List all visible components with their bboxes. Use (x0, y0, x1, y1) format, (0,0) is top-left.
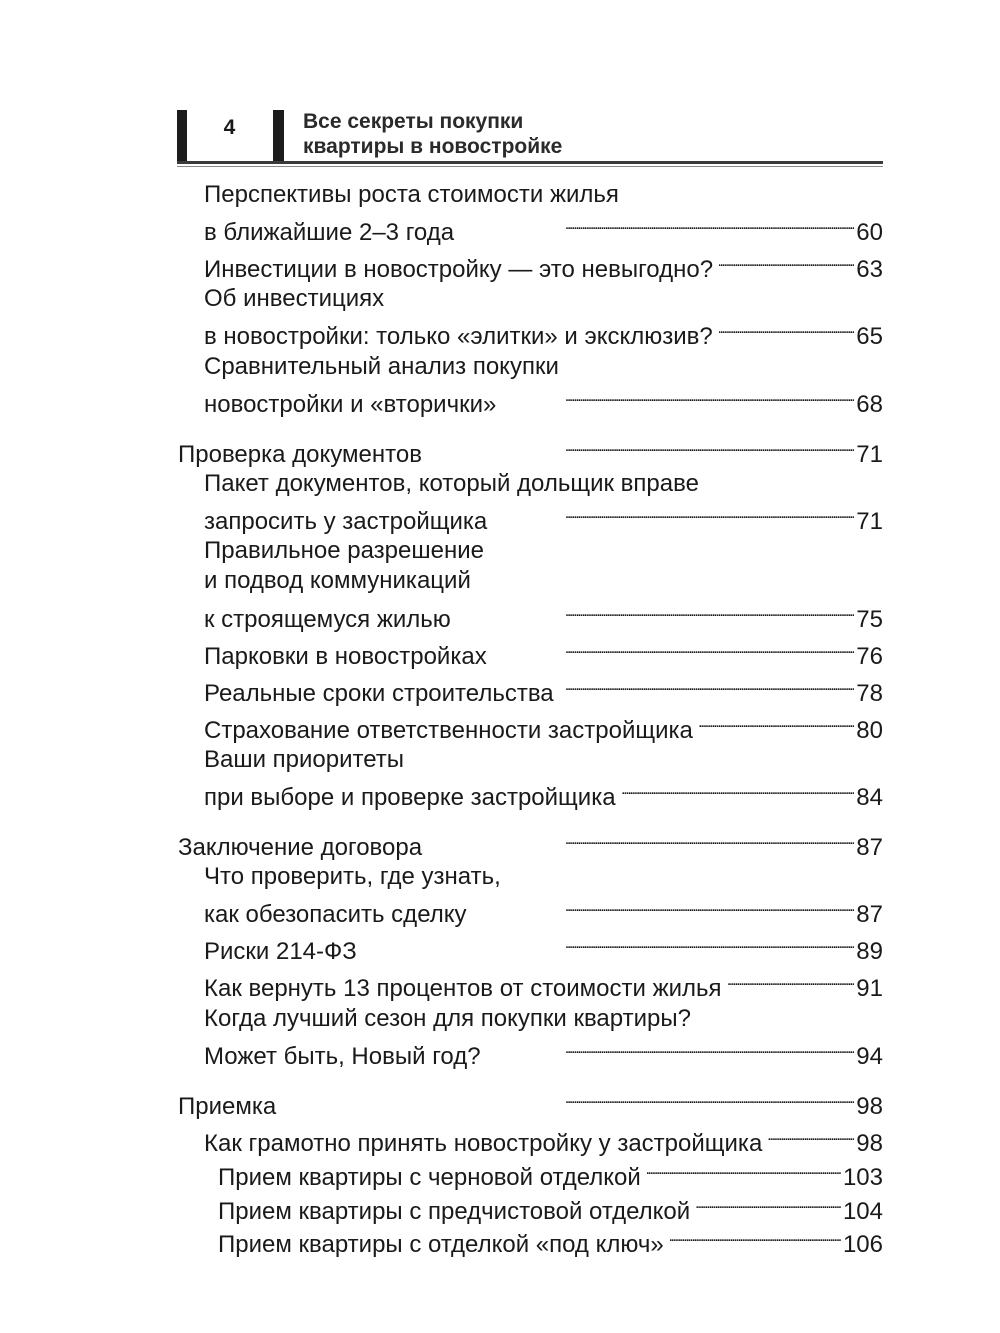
toc-page: 76 (856, 643, 883, 670)
toc-page: 84 (856, 784, 883, 811)
toc-page: 78 (856, 680, 883, 707)
toc-line: и подвод коммуникаций (204, 567, 471, 594)
toc-page: 71 (856, 508, 883, 535)
toc-page: 65 (856, 323, 883, 350)
toc-page: 106 (842, 1231, 883, 1258)
toc-page: 80 (856, 717, 883, 744)
toc-section[interactable]: Приемка . . . 98 (178, 1084, 883, 1114)
toc-subentry[interactable]: Прием квартиры с предчистовой отделкой . . . 104 (218, 1189, 883, 1219)
toc-entry[interactable]: новостройки и «вторички» . . . 68 (204, 382, 883, 412)
toc-entry[interactable]: Реальные сроки строительства . . . 78 (204, 671, 883, 701)
toc-page: 75 (856, 606, 883, 633)
toc-entry[interactable]: в новостройки: только «элитки» и эксклюзив? . . . 65 (204, 314, 883, 344)
toc-page: 98 (856, 1130, 883, 1157)
toc-page: 71 (856, 441, 883, 468)
page-number: 4 (223, 116, 237, 139)
header-rule-thin (177, 166, 883, 167)
toc-page: 94 (856, 1043, 883, 1070)
running-header-title (303, 109, 663, 159)
toc-line: Правильное разрешение (204, 537, 484, 564)
toc-page: 89 (856, 938, 883, 965)
toc-line: Сравнительный анализ покупки (204, 353, 559, 380)
toc-page: 63 (856, 256, 883, 283)
toc-subentry[interactable]: Прием квартиры с черновой отделкой . . . 103 (218, 1155, 883, 1185)
toc-section[interactable]: Заключение договора . . . 87 (178, 825, 883, 855)
header-bar-middle (273, 110, 284, 162)
toc-entry[interactable]: при выборе и проверке застройщика . . . 84 (204, 775, 883, 805)
toc-entry[interactable]: как обезопасить сделку . . . 87 (204, 892, 883, 922)
running-header-line-1: Все секреты покупки (303, 110, 524, 133)
toc-page: 103 (842, 1164, 883, 1191)
toc-page: 60 (856, 219, 883, 246)
toc-entry[interactable]: к строящемуся жилью . . . 75 (204, 597, 883, 627)
toc-entry[interactable]: Страхование ответственности застройщика . . . 80 (204, 708, 883, 738)
toc-page: 87 (856, 834, 883, 861)
toc-entry[interactable]: в ближайшие 2–3 года . . . 60 (204, 210, 883, 240)
toc-line: Пакет документов, который дольщик вправе (204, 470, 699, 497)
header-rule (177, 161, 883, 164)
toc-line: Что проверить, где узнать, (204, 863, 501, 890)
toc-subentry[interactable]: Прием квартиры с отделкой «под ключ» . . . 106 (218, 1222, 883, 1252)
toc-entry[interactable]: Может быть, Новый год? . . . 94 (204, 1034, 883, 1064)
toc-page: 104 (842, 1198, 883, 1225)
toc-entry[interactable]: Парковки в новостройках . . . 76 (204, 634, 883, 664)
toc-line: Об инвестициях (204, 285, 385, 312)
header-bar-left (177, 110, 187, 162)
toc-line: Перспективы роста стоимости жилья (204, 181, 619, 208)
toc-section[interactable]: Проверка документов . . . 71 (178, 432, 883, 462)
toc-entry[interactable]: Риски 214-ФЗ . . . 89 (204, 929, 883, 959)
toc-page: 98 (856, 1093, 883, 1120)
toc-line: Когда лучший сезон для покупки квартиры? (204, 1005, 691, 1032)
toc-line: Ваши приоритеты (204, 746, 405, 773)
running-header-line-2: квартиры в новостройке (303, 135, 563, 158)
toc-entry[interactable]: запросить у застройщика . . . 71 (204, 499, 883, 529)
toc-page: 68 (856, 391, 883, 418)
toc-page: 87 (856, 901, 883, 928)
toc-entry[interactable]: Как вернуть 13 процентов от стоимости жилья . . . 91 (204, 966, 883, 996)
toc-page: 91 (856, 975, 883, 1002)
toc-entry[interactable]: Как грамотно принять новостройку у застройщика . . . 98 (204, 1121, 883, 1151)
toc-entry[interactable]: Инвестиции в новостройку — это невыгодно? . . . 63 (204, 247, 883, 277)
